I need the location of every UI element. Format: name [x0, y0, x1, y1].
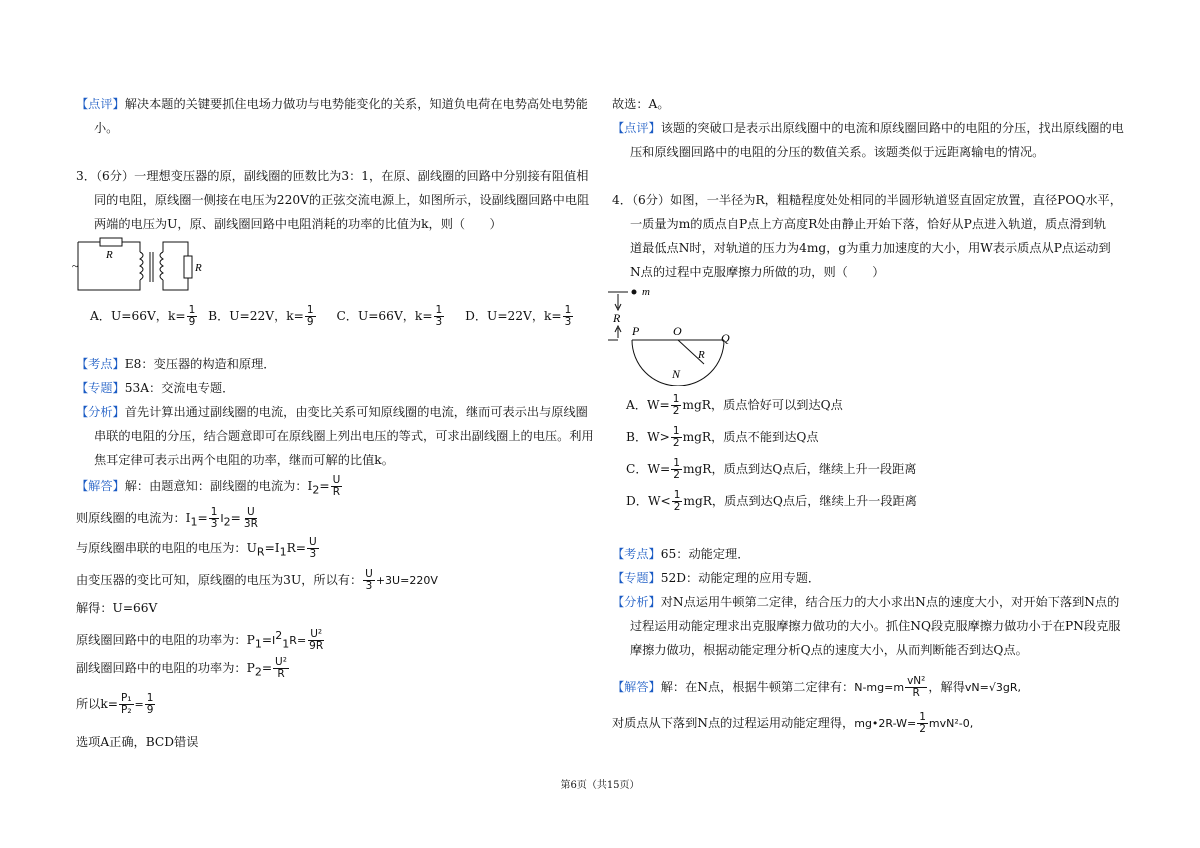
question-4-line3: 道最低点N时，对轨道的压力为4mg，g为重力加速度的大小，用W表示质点从P点运动到 [630, 241, 1111, 255]
fig-label-n: N [672, 367, 681, 381]
fenxi-line2: 串联的电阻的分压，结合题意即可在原线圈上列出电压的等式，可求出副线圈上的电压。利用 [94, 429, 594, 443]
jieda-line4: 由变压器的变比可知，原线圈的电压为3U，所以有： $\frac{U}{3}$ +3U=220V [76, 568, 438, 592]
mass-point [632, 290, 637, 295]
fenxi-2-line3: 摩擦力做功，根据动能定理分析Q点的速度大小，从而判断能否到达Q点。 [630, 643, 1028, 657]
option-4a: A．W= $\frac{1}{2}$ mgR，质点恰好可以到达Q点 [626, 393, 843, 417]
question-4-line1: 4．（6分）如图，一半径为R，粗糙程度处处相同的半圆形轨道竖直固定放置，直径POQ水平， [612, 193, 1122, 207]
circuit-label-r-right: R [195, 262, 202, 274]
option-b: B．U=22V，k= $\frac{1}{9}$ [208, 304, 314, 328]
fig-label-q: Q [721, 331, 730, 345]
question-3-options [90, 304, 574, 328]
kaodian-2-line: 【考点】65：动能定理． [612, 547, 750, 561]
jieda-line8: 所以k= $\frac{\text{P₁}}{\text{P₂}}$ = $\frac{1}{9}$ [76, 692, 154, 716]
comment-tag: 【点评】 [76, 97, 125, 111]
jieda-line2: 则原线圈的电流为：$I_1=$ $\frac{1}{3}$ $I_2=$ $\frac{U}{3R}$ [76, 506, 258, 530]
fig-label-r-height: R [613, 311, 621, 325]
page-footer: 第6页（共15页） [560, 780, 640, 791]
option-c: C．U=66V，k= $\frac{1}{3}$ [336, 304, 443, 328]
comment-1-line2: 小。 [94, 121, 119, 135]
semicircle-track-diagram [606, 284, 746, 386]
jieda-line6: 原线圈回路中的电阻的功率为：$P_1=I^2_1R=$ $\frac{\text{U²}}{9R}$ [76, 628, 324, 653]
zhuanti-2-line: 【专题】52D：动能定理的应用专题． [612, 571, 821, 585]
question-4-line2: 一质量为m的质点自P点上方高度R处由静止开始下落，恰好从P点进入轨道，质点滑到轨 [630, 217, 1106, 231]
answer-line: 故选：A。 [612, 97, 670, 111]
jieda-line1: 【解答】解：由题意知：副线圈的电流为：$I_2=$ $\frac{U}{R}$ [76, 474, 341, 498]
jieda-line5: 解得：U=66V [76, 601, 158, 615]
option-4b: B．W> $\frac{1}{2}$ mgR，质点不能到达Q点 [626, 425, 819, 449]
jieda-line7: 副线圈回路中的电阻的功率为：$P_2=$ $\frac{\text{U²}}{R}$ [76, 656, 287, 680]
jieda-2-line1: 【解答】解：在N点，根据牛顿第二定律有：N-mg=m $\frac{\text{vN²}}{R}$ ，解得vN=√3gR, [612, 675, 1021, 699]
fig-label-r-radius: R [698, 349, 705, 361]
question-3-line1: 3．（6分）一理想变压器的原，副线圈的匝数比为3：1，在原、副线圈的回路中分别接有阻值相 [76, 169, 589, 183]
jieda-line3: 与原线圈串联的电阻的电压为：$U_R=I_1R=$ $\frac{U}{3}$ [76, 536, 317, 560]
question-4-line4: N点的过程中克服摩擦力所做的功，则（ ） [630, 265, 885, 279]
jieda-2-line2: 对质点从下落到N点的过程运用动能定理得，mg•2R-W= $\frac{1}{2}$ mvN²-0, [612, 711, 974, 735]
fig-label-p: P [632, 324, 640, 338]
circuit-label-r-top: R [106, 249, 113, 261]
option-4d: D．W< $\frac{1}{2}$ mgR，质点到达Q点后，继续上升一段距离 [626, 489, 917, 513]
jieda-line9: 选项A正确，BCD错误 [76, 735, 199, 749]
ac-source-symbol: ~ [72, 259, 79, 273]
option-a: A．U=66V，k= $\frac{1}{9}$ [90, 304, 196, 328]
fenxi-line3: 焦耳定律可表示出两个电阻的功率，继而可解的比值k。 [94, 453, 394, 467]
question-3-line2: 同的电阻，原线圈一侧接在电压为220V的正弦交流电源上，如图所示，设副线圈回路中电阻 [94, 193, 590, 207]
option-4c: C．W= $\frac{1}{2}$ mgR，质点到达Q点后，继续上升一段距离 [626, 457, 917, 481]
transformer-circuit-diagram [70, 234, 220, 296]
kaodian-line: 【考点】E8：变压器的构造和原理． [76, 357, 276, 371]
comment-2-line2: 压和原线圈回路中的电阻的分压的数值关系。该题类似于远距离输电的情况。 [630, 145, 1045, 159]
fenxi-2-line1: 【分析】对N点运用牛顿第二定律，结合压力的大小求出N点的速度大小，对开始下落到N点的 [612, 595, 1120, 609]
zhuanti-line: 【专题】53A：交流电专题． [76, 381, 235, 395]
comment-1-line1: 【点评】解决本题的关键要抓住电场力做功与电势能变化的关系，知道负电荷在电势高处电势能 [76, 97, 588, 111]
fenxi-line1: 【分析】首先计算出通过副线圈的电流，由变比关系可知原线圈的电流，继而可表示出与原线圈 [76, 405, 588, 419]
fig-label-o: O [673, 324, 682, 338]
fig-label-m: m [642, 286, 650, 298]
fenxi-2-line2: 过程运用动能定理求出克服摩擦力做功的大小。抓住NQ段克服摩擦力做功小于在PN段克服 [630, 619, 1121, 633]
option-d: D．U=22V，k= $\frac{1}{3}$ [465, 304, 572, 328]
comment-2-line1: 【点评】该题的突破口是表示出原线圈中的电流和原线圈回路中的电阻的分压，找出原线圈的电 [612, 121, 1124, 135]
question-3-line3: 两端的电压为U，原、副线圈回路中电阻消耗的功率的比值为k，则（ ） [94, 217, 502, 231]
